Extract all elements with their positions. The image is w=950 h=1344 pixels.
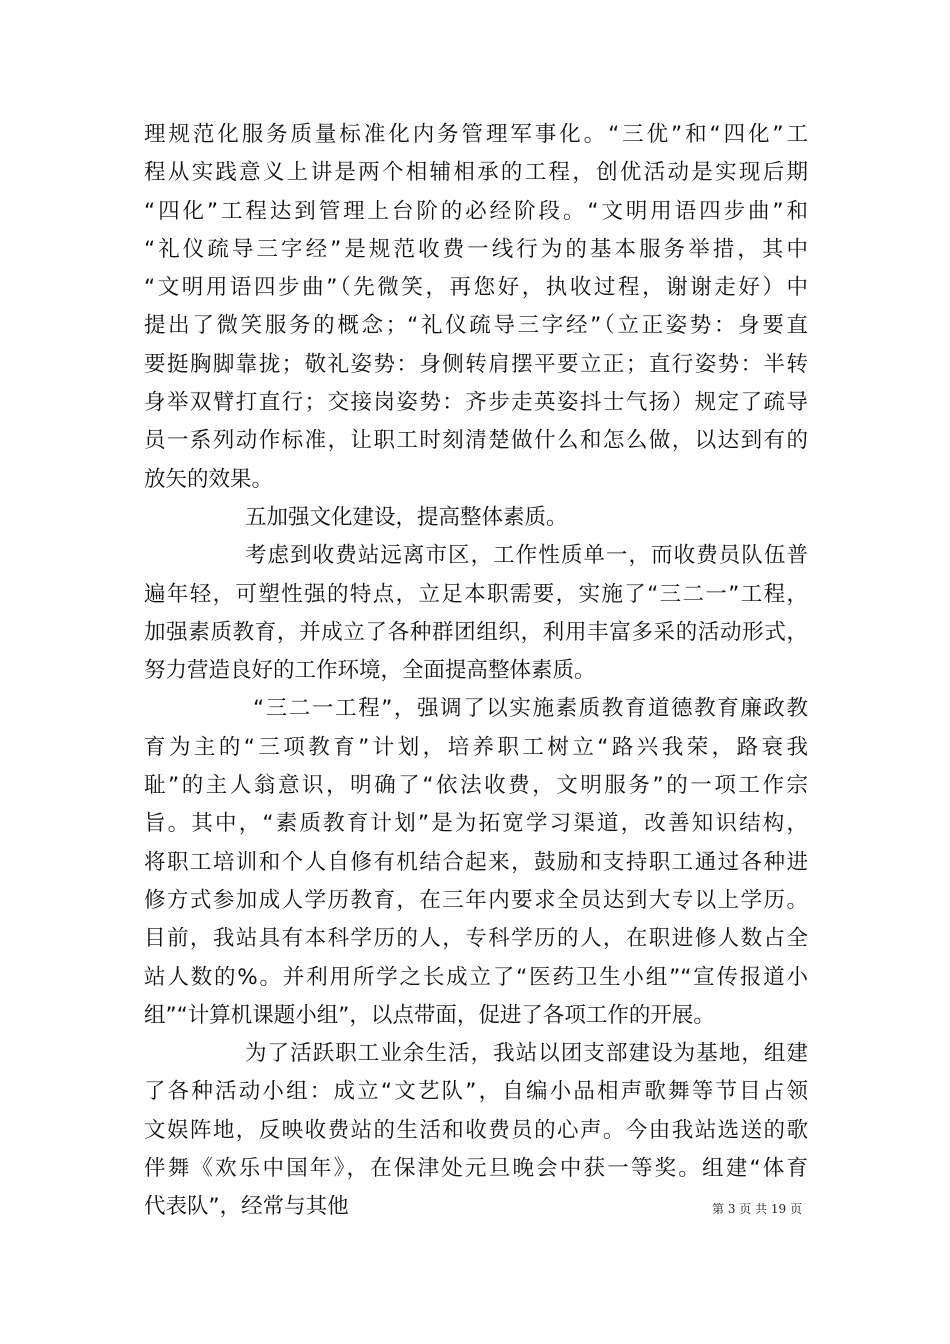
text-line: 考虑到收费站远离市区，工作性质单一，而收费员队伍普: [245, 543, 808, 569]
text-line: 耻”的主人翁意识，明确了“依法收费，文明服务”的一项工作宗: [144, 773, 808, 799]
text-line: 伴舞《欢乐中国年》，在保津处元旦晚会中获一等奖。组建“体育: [144, 1156, 808, 1182]
text-line: 身举双臂打直行；交接岗姿势：齐步走英姿抖士气扬）规定了疏导: [144, 390, 808, 416]
text-line: 提出了微笑服务的概念；“礼仪疏导三字经”（立正姿势：身要直: [144, 313, 808, 339]
text-line: 加强素质教育，并成立了各种群团组织，利用丰富多采的活动形式，: [144, 619, 808, 645]
text-line: 组”“计算机课题小组”，以点带面，促进了各项工作的开展。: [144, 1002, 715, 1028]
text-line: 育为主的“三项教育”计划，培养职工树立“路兴我荣，路衰我: [144, 734, 808, 760]
text-line: 要挺胸脚靠拢；敬礼姿势：身侧转肩摆平要立正；直行姿势：半转: [144, 351, 808, 377]
text-line: 旨。其中，“素质教育计划”是为拓宽学习渠道，改善知识结构，: [144, 811, 808, 837]
text-line: “礼仪疏导三字经”是规范收费一线行为的基本服务举措，其中: [144, 236, 808, 262]
text-line: 努力营造良好的工作环境，全面提高整体素质。: [144, 658, 596, 684]
text-line: “四化”工程达到管理上台阶的必经阶段。“文明用语四步曲”和: [144, 198, 808, 224]
text-line: 理规范化服务质量标准化内务管理军事化。“三优”和“四化”工: [144, 122, 808, 147]
text-line: 了各种活动小组：成立“文艺队”，自编小品相声歌舞等节目占领: [144, 1079, 808, 1105]
text-line: 程从实践意义上讲是两个相辅相承的工程，创优活动是实现后期: [144, 160, 808, 186]
text-line: 代表队”，经常与其他: [144, 1194, 349, 1220]
text-line: 修方式参加成人学历教育，在三年内要求全员达到大专以上学历。: [144, 887, 808, 913]
text-line: 放矢的效果。: [144, 466, 274, 492]
text-line: 文娱阵地，反映收费站的生活和收费员的心声。今由我站选送的歌: [144, 1117, 808, 1143]
text-line: 五加强文化建设，提高整体素质。: [245, 504, 568, 530]
text-line: 将职工培训和个人自修有机结合起来，鼓励和支持职工通过各种进: [144, 849, 808, 875]
text-line: 目前，我站具有本科学历的人，专科学历的人，在职进修人数占全: [144, 926, 808, 952]
text-line: 站人数的%。并利用所学之长成立了“医药卫生小组”“宣传报道小: [144, 964, 808, 990]
text-line: “文明用语四步曲”（先微笑，再您好，执收过程，谢谢走好）中: [144, 275, 808, 301]
page-number-footer: 第 3 页 共 19 页: [712, 1202, 802, 1216]
text-line: “三二一工程”，强调了以实施素质教育道德教育廉政教: [253, 696, 808, 722]
text-line: 员一系列动作标准，让职工时刻清楚做什么和怎么做，以达到有的: [144, 428, 808, 454]
text-line: 遍年轻，可塑性强的特点，立足本职需要，实施了“三二一”工程，: [144, 581, 808, 607]
text-line: 为了活跃职工业余生活，我站以团支部建设为基地，组建: [245, 1041, 808, 1067]
body-text: [144, 116, 808, 1227]
